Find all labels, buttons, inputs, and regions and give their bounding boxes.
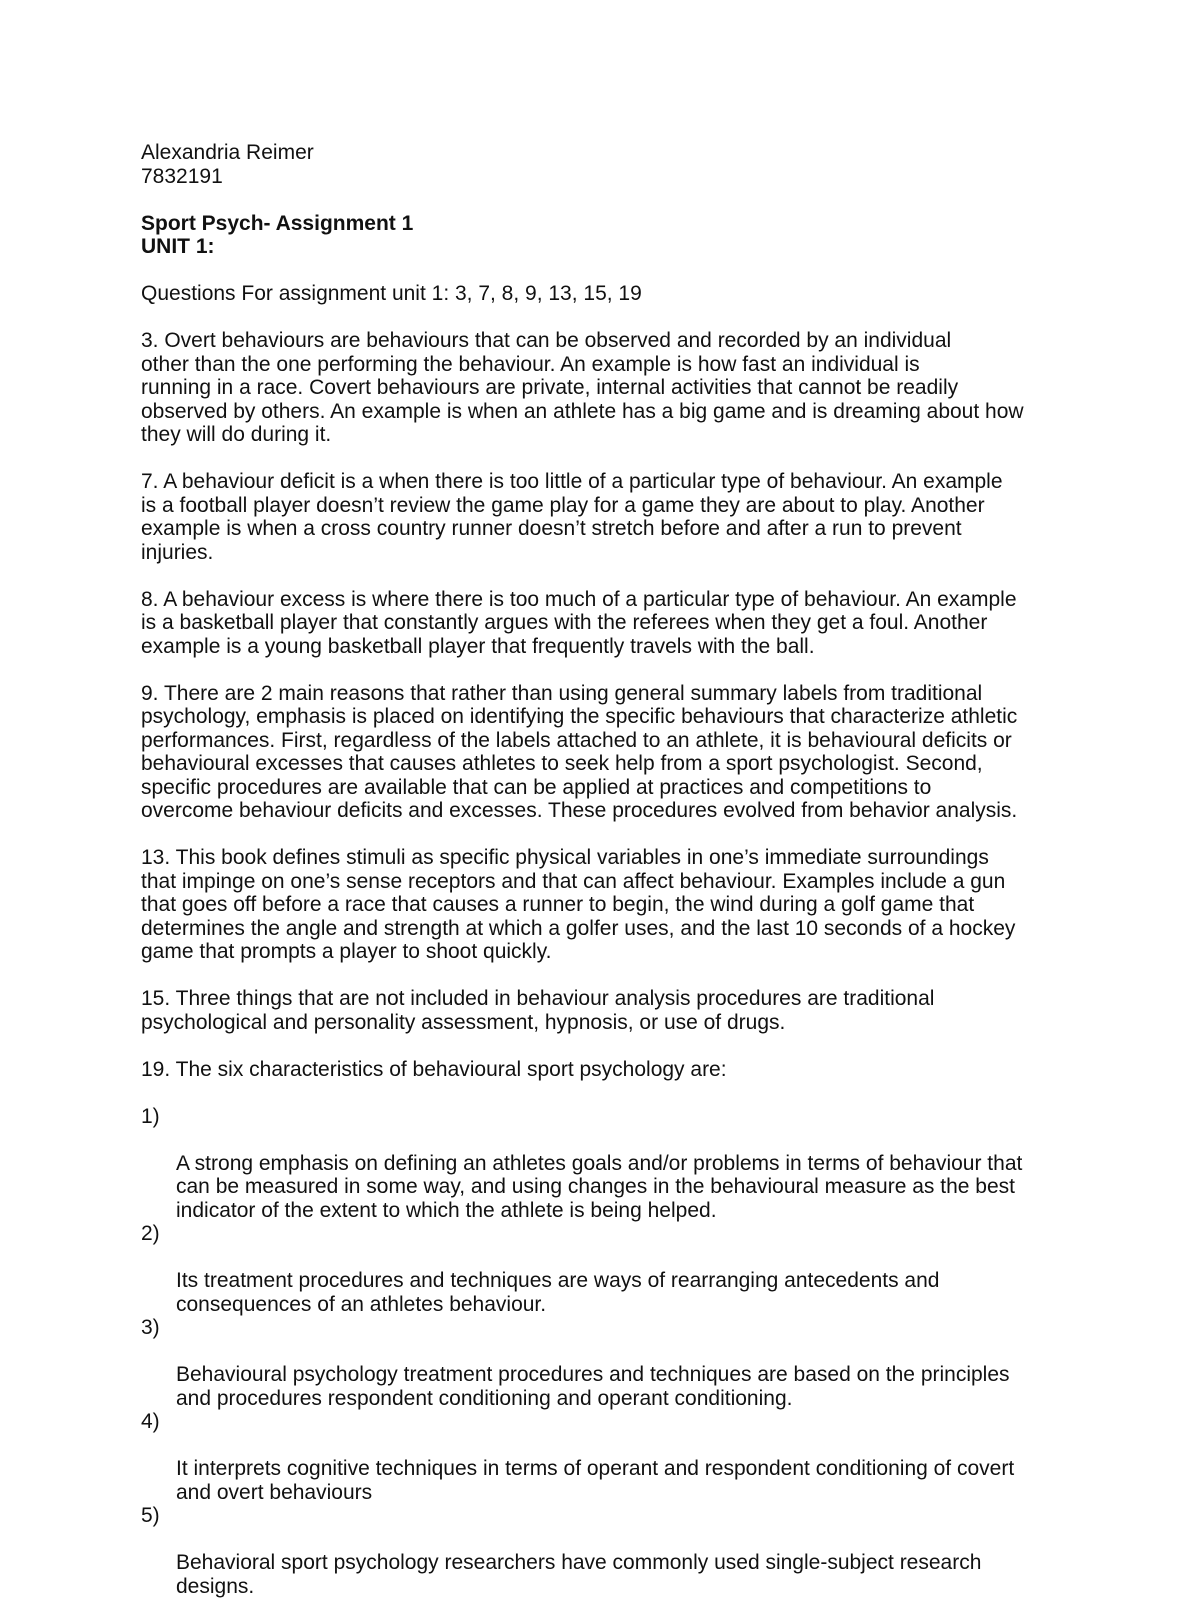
answer-15: 15. Three things that are not included in behaviour analysis procedures are traditional psychological and personality assessment, hypnosis, or use of drugs. xyxy=(141,987,1071,1034)
answer-8: 8. A behaviour excess is where there is too much of a particular type of behaviour. An example is a basketball player that constantly argues with the referees when they get a foul. Another example is a young basketball player that frequently travels with the ball. xyxy=(141,588,1071,659)
list-item xyxy=(141,1222,1071,1316)
answer-7: 7. A behaviour deficit is a when there is too little of a particular type of behaviour. An example is a football player doesn’t review the game play for a game they are about to play. Another example is when a cross country runner doesn’t stretch before and after a run to prevent injuries. xyxy=(141,470,1071,564)
questions-line: Questions For assignment unit 1: 3, 7, 8, 9, 13, 15, 19 xyxy=(141,282,1071,306)
list-item-text: Behavioral sport psychology researchers have commonly used single-subject research designs. xyxy=(176,1551,981,1598)
author-name: Alexandria Reimer xyxy=(141,141,1071,165)
list-item-text: Its treatment procedures and techniques are ways of rearranging antecedents and consequences of an athletes behaviour. xyxy=(176,1269,939,1316)
list-item xyxy=(141,1504,1071,1598)
answer-13: 13. This book defines stimuli as specific physical variables in one’s immediate surroundings that impinge on one’s sense receptors and that can affect behaviour. Examples include a gun that goes off before a race that causes a runner to begin, the wind during a golf game that determines the angle and strength at which a golfer uses, and the last 10 seconds of a hockey game that prompts a player to shoot quickly. xyxy=(141,846,1071,964)
list-item xyxy=(141,1105,1071,1223)
list-item xyxy=(141,1316,1071,1410)
list-item-number: 2) xyxy=(141,1222,160,1246)
answer-9: 9. There are 2 main reasons that rather than using general summary labels from traditional psychology, emphasis is placed on identifying the specific behaviours that characterize athletic performances. First, regardless of the labels attached to an athlete, it is behavioural deficits or behavioural excesses that causes athletes to seek help from a sport psychologist. Second, specific procedures are available that can be applied at practices and competitions to overcome behaviour deficits and excesses. These procedures evolved from behavior analysis. xyxy=(141,682,1071,823)
unit-heading: UNIT 1: xyxy=(141,235,1071,259)
list-item-text: Behavioural psychology treatment procedures and techniques are based on the principles and procedures respondent conditioning and operant conditioning. xyxy=(176,1363,1010,1410)
document-content xyxy=(141,141,1071,1598)
list-item-number: 4) xyxy=(141,1410,160,1434)
list-item-number: 3) xyxy=(141,1316,160,1340)
answer-19: 19. The six characteristics of behavioural sport psychology are: xyxy=(141,1058,1071,1082)
list-item-text: A strong emphasis on defining an athletes goals and/or problems in terms of behaviour that can be measured in some way, and using changes in the behavioural measure as the best indicator of the extent to which the athlete is being helped. xyxy=(176,1152,1022,1222)
list-item xyxy=(141,1410,1071,1504)
student-id: 7832191 xyxy=(141,165,1071,189)
assignment-title: Sport Psych- Assignment 1 xyxy=(141,212,1071,236)
answer-3: 3. Overt behaviours are behaviours that can be observed and recorded by an individual other than the one performing the behaviour. An example is how fast an individual is running in a race. Covert behaviours are private, internal activities that cannot be readily observed by others. An example is when an athlete has a big game and is dreaming about how they will do during it. xyxy=(141,329,1071,447)
list-item-number: 5) xyxy=(141,1504,160,1528)
list-item-number: 1) xyxy=(141,1105,160,1129)
list-item-text: It interprets cognitive techniques in terms of operant and respondent conditioning of covert and overt behaviours xyxy=(176,1457,1014,1504)
characteristics-list xyxy=(141,1105,1071,1598)
